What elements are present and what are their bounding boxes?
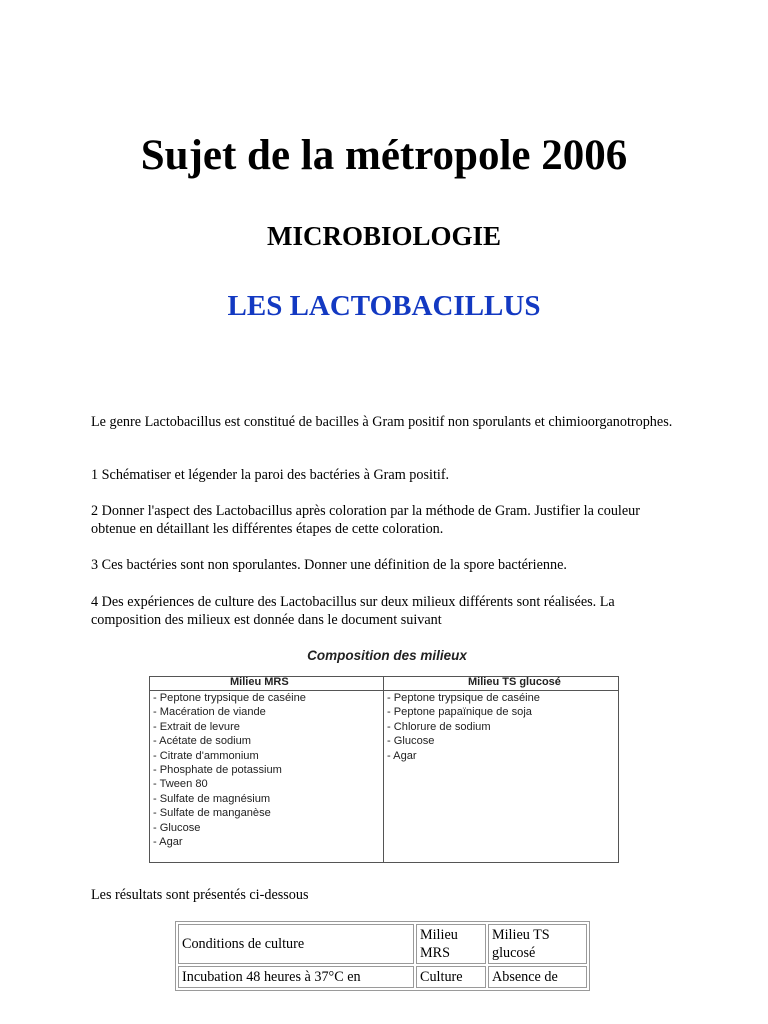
- list-item: - Peptone trypsique de caséine: [387, 692, 540, 704]
- intro-paragraph: Le genre Lactobacillus est constitué de bacilles à Gram positif non sporulants et chimioorganotrophes.: [91, 414, 673, 430]
- table-cell: Incubation 48 heures à 37°C en: [178, 966, 414, 988]
- topic-heading: LES LACTOBACILLUS: [227, 290, 541, 322]
- table-row: [178, 966, 587, 988]
- table-cell: Culture: [416, 966, 486, 988]
- table-header-cell: Milieu MRS: [416, 924, 486, 964]
- list-item: - Agar: [387, 749, 417, 762]
- composition-title: Composition des milieux: [307, 648, 467, 663]
- list-item: - Citrate d'ammonium: [153, 749, 259, 762]
- list-item: - Peptone papaïnique de soja: [387, 706, 532, 719]
- list-item: - Tween 80: [153, 778, 208, 791]
- page-title: Sujet de la métropole 2006: [140, 132, 628, 179]
- question-1: 1 Schématiser et légender la paroi des bactéries à Gram positif.: [91, 467, 450, 483]
- composition-table: [149, 676, 619, 863]
- column-divider: [383, 677, 384, 862]
- list-item: - Agar: [153, 836, 183, 849]
- list-item: - Acétate de sodium: [153, 735, 252, 748]
- list-item: - Glucose: [153, 821, 201, 834]
- ts-column-header: Milieu TS glucosé: [468, 676, 561, 688]
- list-item: - Phosphate de potassium: [153, 764, 282, 777]
- table-header-cell: Conditions de culture: [178, 924, 414, 964]
- question-3: 3 Ces bactéries sont non sporulantes. Donner une définition de la spore bactérienne.: [91, 557, 567, 573]
- list-item: - Extrait de levure: [153, 720, 240, 733]
- list-item: - Glucose: [387, 735, 435, 748]
- mrs-column-header: Milieu MRS: [230, 676, 289, 688]
- question-2: 2 Donner l'aspect des Lactobacillus après coloration par la méthode de Gram. Justifier la couleur obtenue en détaillant les différentes étapes de cette coloration.: [91, 503, 640, 537]
- list-item: - Chlorure de sodium: [387, 720, 491, 733]
- table-cell: Absence de: [488, 966, 587, 988]
- list-item: - Sulfate de magnésium: [153, 792, 271, 805]
- table-row: [178, 924, 587, 964]
- results-intro: Les résultats sont présentés ci-dessous: [91, 887, 309, 903]
- list-item: - Peptone trypsique de caséine: [153, 692, 306, 704]
- list-item: - Macération de viande: [153, 706, 266, 719]
- question-4: 4 Des expériences de culture des Lactobacillus sur deux milieux différents sont réalisées. La composition des milieux est donnée dans le document suivant: [91, 594, 615, 628]
- composition-header-row: [150, 677, 618, 691]
- list-item: - Sulfate de manganèse: [153, 807, 271, 820]
- table-header-cell: Milieu TS glucosé: [488, 924, 587, 964]
- ts-ingredient-list: [387, 691, 540, 763]
- results-table: [175, 921, 590, 991]
- mrs-ingredient-list: [153, 691, 306, 849]
- subject-heading: MICROBIOLOGIE: [266, 221, 502, 251]
